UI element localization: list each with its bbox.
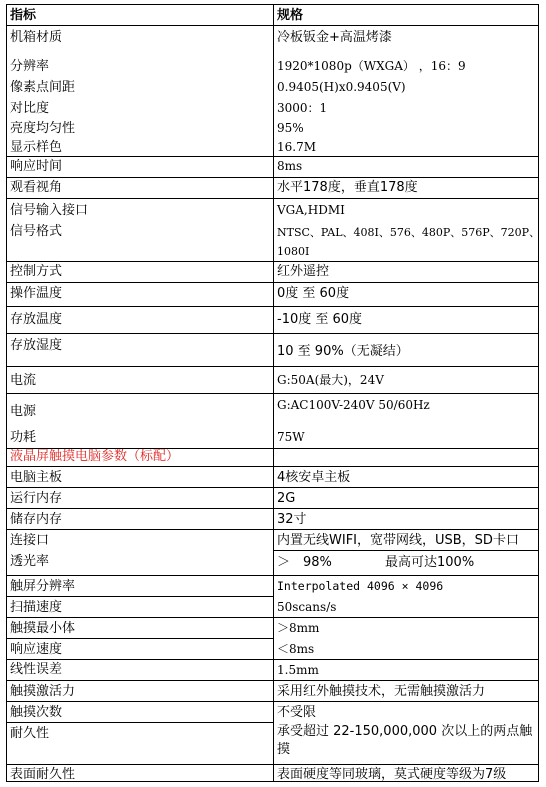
value-touch-count: 不受限 [277,705,317,720]
row-divider [7,282,538,283]
label-current: 电流 [10,373,37,388]
value-linearity-error: 1.5mm [277,663,319,677]
row-divider [7,680,538,681]
row-divider [7,487,538,488]
row-divider [7,393,538,394]
label-response-speed: 响应速度 [10,642,63,657]
label-uniformity: 亮度均匀性 [10,121,76,136]
row-divider [7,156,538,157]
label-touch-count: 触摸次数 [10,705,63,720]
label-response-time: 响应时间 [10,159,63,174]
value-pixel-pitch: 0.9405(H)x0.9405(V) [277,80,406,94]
value-cabinet-material: 冷板钣金+高温烤漆 [277,30,392,45]
label-contrast: 对比度 [10,101,50,116]
label-storage: 储存内存 [10,512,63,527]
row-divider [7,508,538,509]
value-resolution: 1920*1080p（WXGA） ，16：9 [277,59,466,73]
row-divider [7,198,538,199]
value-scan-speed: 50scans/s [277,600,337,614]
value-min-touch-object: ＞8mm [277,621,320,635]
value-display-colors: 16.7M [277,140,317,154]
label-power-supply: 电源 [10,404,37,419]
value-response-speed: ＜8ms [277,642,315,656]
value-uniformity: 95% [277,121,304,135]
value-durability: 承受超过 22-150,000,000 次以上的两点触摸 [277,724,533,757]
section-title-touch-pc: 液晶屏触摸电脑参数（标配） [10,449,180,464]
label-signal-input: 信号输入接口 [10,203,89,218]
label-mainboard: 电脑主板 [10,470,63,485]
label-min-touch-object: 触摸最小体 [10,621,76,636]
value-touch-resolution: Interpolated 4096 × 4096 [277,579,444,593]
value-viewing-angle: 水平178度，垂直178度 [277,180,418,195]
row-divider [7,701,538,702]
label-signal-format: 信号格式 [10,224,63,239]
label-control-method: 控制方式 [10,264,63,279]
label-durability: 耐久性 [10,726,50,741]
label-ram: 运行内存 [10,491,63,506]
header-spec: 规格 [277,8,304,23]
label-touch-resolution: 触屏分辨率 [10,579,76,594]
value-signal-format-line2: 1080I [277,245,310,258]
value-power-consumption: 75W [277,430,305,444]
row-divider [7,366,538,367]
row-divider [7,529,538,530]
value-transmittance-max: 最高可达100% [385,555,475,570]
row-divider [7,261,538,262]
row-divider [7,306,538,307]
label-ports: 连接口 [10,533,50,548]
label-power-consumption: 功耗 [10,430,37,445]
label-cabinet-material: 机箱材质 [10,30,63,45]
label-viewing-angle: 观看视角 [10,180,63,195]
row-divider [7,764,538,765]
value-signal-input: VGA,HDMI [277,203,345,217]
row-divider [7,596,273,597]
row-divider [7,638,273,639]
label-resolution: 分辨率 [10,59,50,74]
value-mainboard: 4核安卓主板 [277,470,351,485]
row-divider [7,466,538,467]
row-divider [273,550,538,551]
value-power-supply: G:AC100V-240V 50/60Hz [277,398,430,412]
header-indicator: 指标 [10,8,37,23]
value-storage-humidity: 10 至 90%（无凝结） [277,344,409,359]
value-operating-temp: 0度 至 60度 [277,286,350,301]
label-operating-temp: 操作温度 [10,286,63,301]
label-transmittance: 透光率 [10,554,50,569]
value-signal-format-line1: NTSC、PAL、408I、576、480P、576P、720P、 [277,226,541,239]
row-divider [7,575,538,576]
row-divider [7,25,538,26]
value-storage: 32寸 [277,512,307,527]
label-surface-durability: 表面耐久性 [10,767,76,782]
value-transmittance-typical: ＞ 98% [277,555,332,570]
value-response-time: 8ms [277,159,303,173]
label-pixel-pitch: 像素点间距 [10,80,76,95]
row-divider [7,177,538,178]
value-contrast: 3000：1 [277,101,328,115]
label-storage-humidity: 存放湿度 [10,338,63,353]
label-storage-temp: 存放温度 [10,312,63,327]
row-divider [7,333,538,334]
label-linearity-error: 线性误差 [10,662,63,677]
value-activation-force: 采用红外触摸技术，无需触摸激活力 [277,684,486,699]
spec-table [6,4,539,782]
value-ports: 内置无线WIFI，宽带网线，USB，SD卡口 [277,533,519,548]
value-surface-durability: 表面硬度等同玻璃，莫式硬度等级为7级 [277,767,507,782]
row-divider [7,659,538,660]
value-storage-temp: -10度 至 60度 [277,312,363,327]
row-divider [7,722,273,723]
label-display-colors: 显示样色 [10,140,63,155]
value-ram: 2G [277,491,296,506]
row-divider [7,617,538,618]
value-control-method: 红外遥控 [277,264,330,279]
label-scan-speed: 扫描速度 [10,600,63,615]
label-activation-force: 触摸激活力 [10,684,76,699]
value-current: G:50A(最大)，24V [277,373,384,387]
